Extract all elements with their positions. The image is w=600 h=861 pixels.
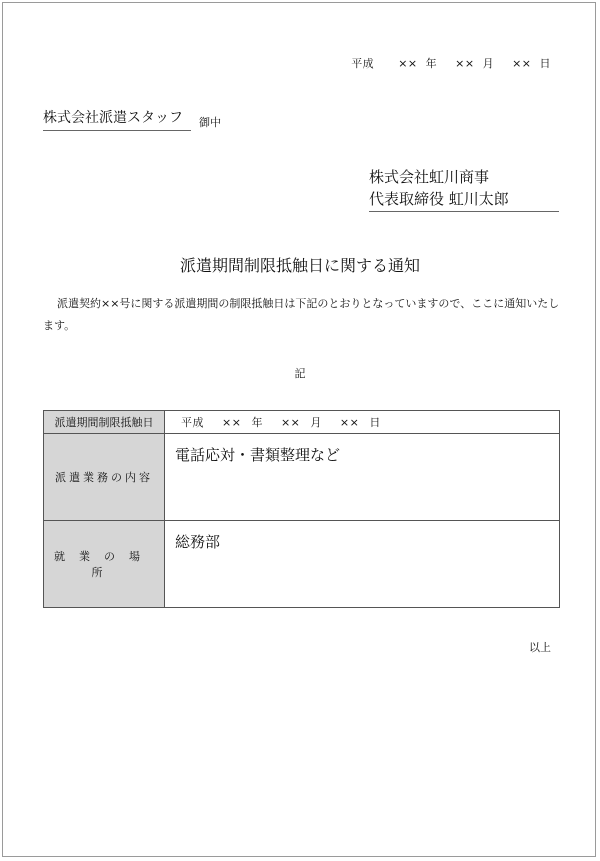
notice-table bbox=[43, 410, 560, 608]
issue-date bbox=[347, 55, 551, 71]
sender-company: 株式会社虹川商事 bbox=[369, 168, 490, 186]
limit-date-value bbox=[165, 411, 560, 434]
date-year: ×× bbox=[398, 57, 418, 70]
document-title: 派遣期間制限抵触日に関する通知 bbox=[179, 256, 420, 275]
ki-marker: 記 bbox=[294, 367, 306, 380]
date-day-unit: 日 bbox=[539, 57, 551, 70]
limit-date-day: ×× bbox=[339, 416, 360, 429]
limit-date-year-unit: 年 bbox=[251, 416, 263, 429]
body-text: 派遣契約××号に関する派遣期間の制限抵触日は下記のとおりとなっていますので、ここに通知いたします。 bbox=[43, 297, 560, 332]
sender-underline bbox=[369, 211, 559, 212]
table-row bbox=[44, 411, 560, 434]
limit-date-month: ×× bbox=[280, 416, 301, 429]
date-month-unit: 月 bbox=[482, 57, 495, 70]
workplace-label: 就業の場所 bbox=[44, 521, 165, 608]
date-year-unit: 年 bbox=[425, 57, 438, 70]
recipient-honorific: 御中 bbox=[199, 116, 221, 129]
workplace-cell bbox=[165, 521, 560, 608]
recipient-underline bbox=[43, 130, 191, 131]
limit-date-label: 派遣期間制限抵触日 bbox=[44, 411, 165, 434]
work-content-cell bbox=[165, 434, 560, 521]
body-paragraph bbox=[43, 293, 563, 337]
date-day: ×× bbox=[512, 57, 532, 70]
work-content-value: 電話応対・書類整理など bbox=[175, 446, 341, 464]
date-era: 平成 bbox=[351, 57, 375, 70]
date-month: ×× bbox=[455, 57, 475, 70]
sender-block bbox=[369, 166, 509, 210]
limit-date-day-unit: 日 bbox=[369, 416, 381, 429]
recipient-name: 株式会社派遣スタッフ bbox=[43, 110, 183, 126]
limit-date-year: ×× bbox=[222, 416, 242, 429]
table-row bbox=[44, 521, 560, 608]
table-row bbox=[44, 434, 560, 521]
closing-mark: 以上 bbox=[529, 641, 551, 654]
work-content-label: 派遣業務の内容 bbox=[44, 434, 165, 521]
workplace-value: 総務部 bbox=[175, 533, 221, 551]
limit-date-era: 平成 bbox=[181, 416, 204, 429]
document-page bbox=[2, 2, 596, 857]
limit-date-month-unit: 月 bbox=[310, 416, 322, 429]
sender-representative: 代表取締役 虹川太郎 bbox=[369, 190, 509, 208]
